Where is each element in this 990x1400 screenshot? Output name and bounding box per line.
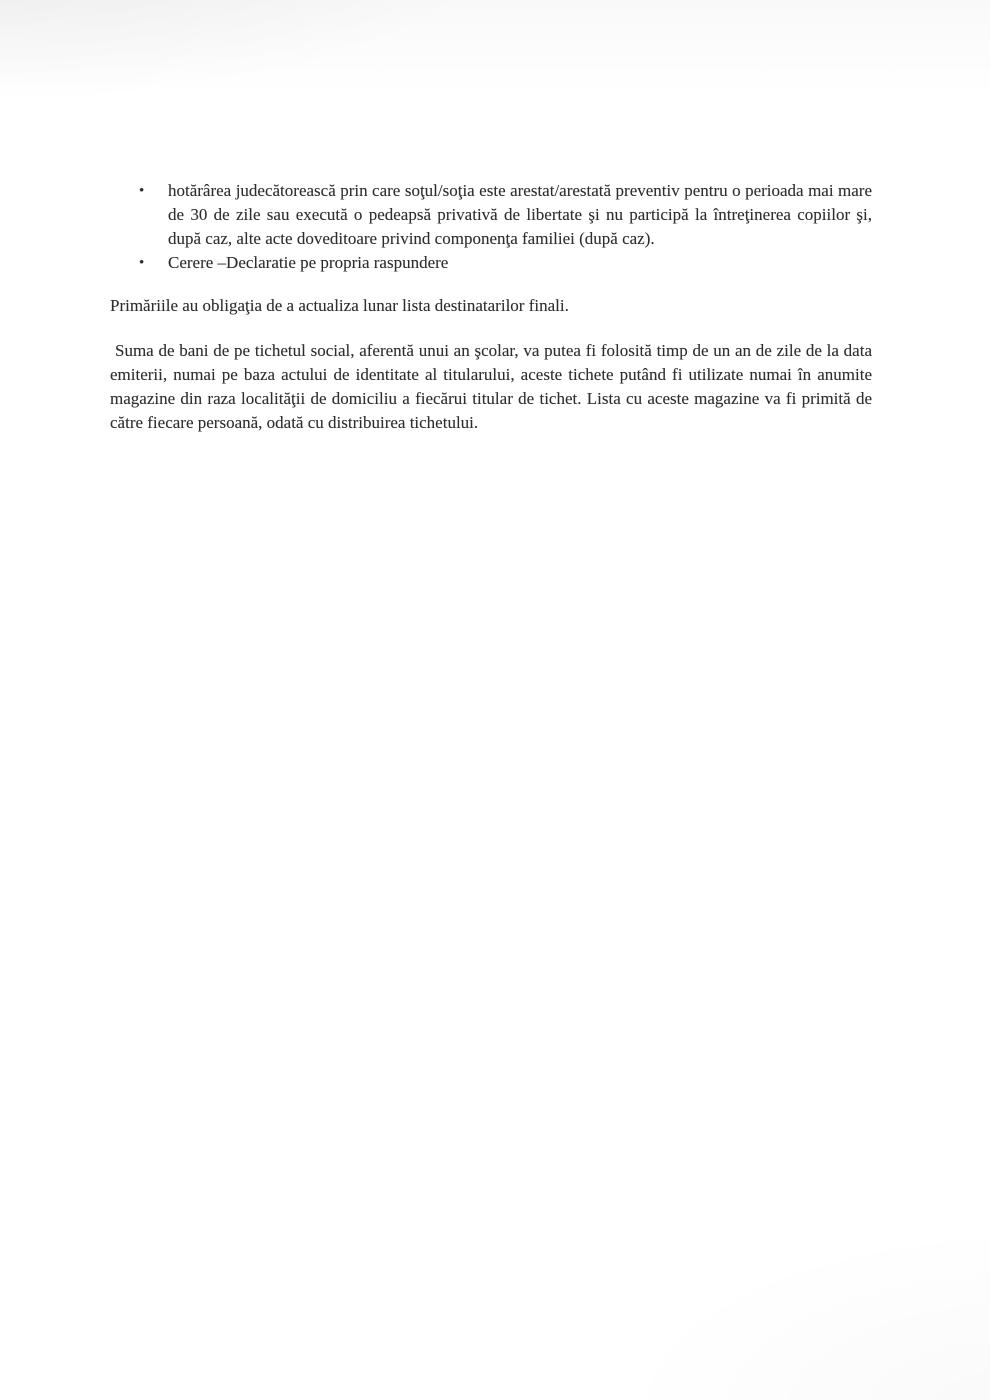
document-content [110,179,872,435]
list-item [110,179,872,251]
bullet-text: Cerere –Declaratie pe propria raspundere [168,253,449,272]
bullet-list [110,179,872,275]
bullet-icon: • [139,183,145,199]
paragraph-obligation: Primăriile au obligaţia de a actualiza lunar lista destinatarilor finali. [110,296,569,315]
bullet-icon: • [139,255,145,271]
paragraph-ticket-usage: Suma de bani de pe tichetul social, aferentă unui an şcolar, va putea fi folosită timp de un an de zile de la data emiterii, numai pe baza actului de identitate al titularului, aceste tichete putând fi utilizate numai în anumite magazine din raza localităţii de domiciliu a fiecărui titular de tichet. Lista cu aceste magazine va fi primită de către fiecare persoană, odată cu distribuirea tichetului. [110,341,872,432]
list-item [110,251,872,275]
bullet-text: hotărârea judecătorească prin care soţul/soţia este arestat/arestată preventiv pentru o perioada mai mare de 30 de zile sau execută o pedeapsă privativă de libertate şi nu participă la întreţinerea copiilor şi, după caz, alte acte doveditoare privind componenţa familiei (după caz). [168,181,872,248]
